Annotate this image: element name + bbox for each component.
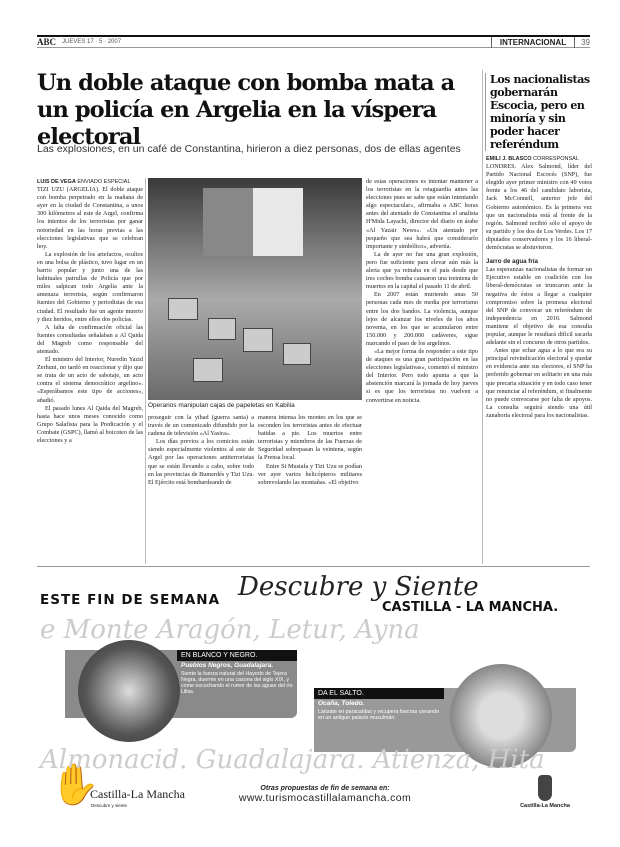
paragraph: de estas operaciones es intentar mantener a los terroristas en la retaguardia antes las elecciones pues se sabe que están intentando algo espectacular», afirmaba a ABC horas antes del atentado de Constantina el analista H'Mida Layachi, director del diario en árabe «Al Yazair News». «Un atentado por pequeño que sea habrá que considerarlo importante y simbólico», advertía. xyxy=(366,178,478,250)
ballot-box xyxy=(168,298,198,320)
panel-text xyxy=(177,661,297,697)
news-photo xyxy=(148,178,362,400)
byline xyxy=(37,178,143,186)
paragraph: El ministro del Interior, Nuredin Yazid Zerhuni, no tardó en reaccionar y dijo que se trata de un acto de sabotaje, un acto contra el sistema democrático argelino». «Esperábamos este tipo de acciones», añadió. xyxy=(37,356,143,404)
subhead: Jarro de agua fría xyxy=(486,258,538,266)
author: EMILI J. BLASCO xyxy=(486,156,532,162)
logo-name: Castilla-La Mancha xyxy=(90,787,185,801)
paper-name: ABC xyxy=(37,37,57,47)
tourism-url[interactable]: www.turismocastillalamancha.com xyxy=(238,792,412,804)
panel-tag: DA EL SALTO. xyxy=(314,688,444,699)
paragraph: TIZI UZU (ARGELIA). El doble ataque con bomba perpetrado en la mañana de ayer en la ciudad de Constantina, a unos 300 kilómetros al este de Argel, confirma los intentos de los terroristas por ganar notoriedad en las horas previas a las elecciones legislativas que se celebran hoy. xyxy=(37,186,143,250)
subheadline: Las explosiones, en un café de Constantina, hirieron a diez personas, dos de ellas agentes xyxy=(37,143,461,155)
village-photo xyxy=(78,640,180,742)
issue-date: JUEVES 17 · 5 · 2007 xyxy=(62,39,122,45)
government-logo xyxy=(510,775,580,809)
photo-caption: Operarios manipulan cajas de papeletas en Kabilia xyxy=(148,402,295,409)
ballot-box xyxy=(283,343,311,365)
panel-text xyxy=(314,699,444,723)
ad-script-slogan: Descubre y Siente xyxy=(238,572,479,602)
section-divider xyxy=(37,566,590,567)
gov-logo-name: Castilla-La Mancha xyxy=(520,803,570,809)
headline: Un doble ataque con bomba mata a un policía en Argelia en la víspera electoral xyxy=(37,70,455,150)
background-script-decoration: e Monte Aragón, Letur, Ayna xyxy=(40,615,420,645)
column-divider xyxy=(482,70,483,564)
paragraph: Los días previos a los comicios están siendo especialmente violentos al este de Argel por las operaciones antiterroristas que se están llevando a cabo, sobre todo en las provincias de Bumerdés y Tizi Uzu. El Ejército está bombardeando de xyxy=(148,438,254,486)
author: LUIS DE VEGA xyxy=(37,179,76,185)
paragraph: LONDRES. Alex Salmond, líder del Partido Nacional Escocés (SNP), fue elegido ayer primer ministro con 49 votos frente a los 46 del candidato laborista, Jack McConnell, anterior jefe del Gobierno autonómico. Es la primera vez que un nacionalista está al frente de la región. Salmond recibió sólo el apoyo de su partido y los dos de Los Verdes. Los 17 diputados conservadores y los 16 liberal-demócratas se abstuvieron. xyxy=(486,163,592,252)
sidebar-article xyxy=(486,155,592,564)
paragraph: Entre Si Mustafa y Tizi Uzu se podían ver ayer varios helicópteros militares sobrevolando las montañas. «El objetivo xyxy=(258,462,362,486)
panel-place: Pueblos Negros, Guadalajara. xyxy=(181,662,274,669)
author-role: ENVIADO ESPECIAL xyxy=(77,179,131,185)
paragraph: Las esperanzas nacionalistas de formar un Ejecutivo estable en coalición con los liberal-demócratas se truncaron ante la negativa de éstos a llegar a cualquier compromiso sobre la promesa electoral del SNP de convocar un referéndum de independencia en 2010. Salmond mantiene el objetivo de esa consulta popular, aunque le resultará difícil sacarla adelante sin el concurso de otros partidos. xyxy=(486,266,592,347)
paragraph: Antes que echar agua a lo que era su principal reivindicación electoral y quedar en evidencia ante sus electores, el SNP ha preferido gobernar en solitario en una más que precaria situación y en todo caso tener que renunciar al referéndum, si finalmente no puede convocarse por falta de apoyos. La consulta seguirá siendo una útil zanahoria electoral para los nacionalistas. xyxy=(486,347,592,419)
section-name: INTERNACIONAL xyxy=(491,37,575,48)
ad-more-info xyxy=(225,785,425,804)
paragraph: En 2007 están muriendo unas 50 personas cada mes de media por terrorismo entre los dos bandos. La violencia, aunque lejos de alcanzar los niveles de los años noventa, en los que se acumularon entre 150.000 y 200.000 cadáveres, sigue marcando el paso de los argelinos. xyxy=(366,291,478,347)
panel-place: Ocaña, Toledo. xyxy=(318,700,365,707)
page-header xyxy=(37,37,590,48)
byline xyxy=(486,155,592,163)
column-divider xyxy=(145,178,146,564)
background-script-decoration: Almonacid. Guadalajara. Atienza, Hita xyxy=(40,745,545,775)
paragraph: La de ayer no fue una gran explosión, pero fue suficiente para elevar aún más la alerta que ya reinaba en el país desde que tres coches bomba causaron una treintena de muertos en la capital el pasado 11 de abril. xyxy=(366,250,478,291)
paragraph: proseguir con la yihad (guerra santa) a través de un comunicado difundido por la cadena de televisión «Al Yasira». xyxy=(148,414,254,438)
hand-heart-icon: ✋ xyxy=(50,762,100,807)
paragraph: El pasado lunes Al Qaida del Magreb, hasta hace unos meses conocido como Grupo Salafista para la Predicación y el Combate (GSPC), llamó al boicoteo de las elecciones y a xyxy=(37,404,143,444)
paragraph: A falta de confirmación oficial las fuentes consultadas señalaban a Al Qaida del Magreb como responsable del atentado. xyxy=(37,323,143,355)
panel-body: Lánzate en paracaídas y recupera fuerzas cenando en un antiguo palacio musulmán. xyxy=(318,709,440,721)
paragraph: manera intensa los montes en los que se esconden los terroristas antes de efectuar batidas a pie. Los muertos entre terroristas y miembros de las Fuerzas de Seguridad sobrepasan la veintena, según la Prensa local. xyxy=(258,414,362,462)
panel-tag: EN BLANCO Y NEGRO. xyxy=(177,650,297,661)
paragraph: La explosión de los artefactos, ocultos en una bolsa de plástico, tuvo lugar en un barrio popular y junto una de las habituales patrullas de Policía que por miles salpican todo Argelia ante la amenaza terrorista, según confirmaron fuentes del Gobierno y periodistas de esa ciudad. El resultado fue un agente muerto y diez heridos, entre ellos dos policías. xyxy=(37,250,143,323)
author-role: CORRESPONSAL xyxy=(533,156,579,162)
article-column-4 xyxy=(366,178,478,564)
page-number: 39 xyxy=(581,37,590,47)
sidebar-headline: Los nacionalistas gobernarán Escocia, pero en minoría y sin poder hacer referéndum xyxy=(485,73,595,151)
ballot-box xyxy=(193,358,223,382)
ballot-box xyxy=(243,328,273,352)
article-column-2 xyxy=(148,414,254,564)
article-column-1 xyxy=(37,178,143,564)
ad-region: CASTILLA - LA MANCHA. xyxy=(382,600,559,615)
logo-tagline: Descubre y siente xyxy=(91,803,128,808)
coat-of-arms-icon xyxy=(538,775,552,801)
panel-body: Siente la fuerza natural del Hayedo de Tejera Negra, duerme en una casona del siglo XIX, y come escuchando el rumor de las aguas del río Lillas. xyxy=(181,671,293,695)
ballot-box xyxy=(208,318,236,340)
article-column-3 xyxy=(258,414,362,564)
algerian-flag xyxy=(203,188,303,256)
ad-headline: ESTE FIN DE SEMANA xyxy=(40,592,221,608)
paragraph: «La mejor forma de responder a este tipo de ataques es una gran participación en las elecciones legislativas», comentó el ministro del Interior. Pero todo apunta a que la abstención marcará la jornada de hoy jueves si es que los terroristas no vuelven a convertirse en noticia. xyxy=(366,347,478,404)
more-label: Otras propuestas de fin de semana en: xyxy=(260,785,390,792)
